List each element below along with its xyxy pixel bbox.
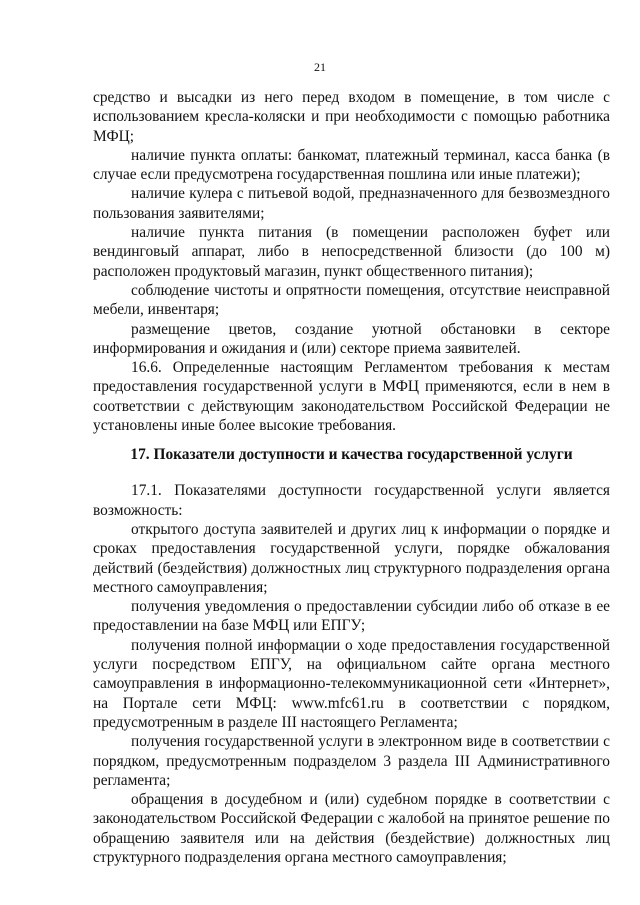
paragraph: средство и высадки из него перед входом в помещение, в том числе с использованием кресла-коляски и при необходимости с помощью работника МФЦ;	[93, 89, 610, 145]
paragraph: наличие пункта питания (в помещении расположен буфет или вендинговый аппарат, либо в непосредственной близости (до 100 м) расположен продуктовый магазин, пункт общественного питания);	[93, 224, 610, 280]
paragraph: получения полной информации о ходе предоставления государственной услуги посредством ЕПГУ, на официальном сайте органа местного самоуправления в информационно-телекоммуникационной сети «Интернет», на Портале сети МФЦ: www.mfc61.ru в соответствии с порядком, предусмотренным в разделе III настоящего Регламента;	[93, 636, 610, 731]
section-heading: 17. Показатели доступности и качества государственной услуги	[130, 446, 573, 464]
paragraph: размещение цветов, создание уютной обстановки в секторе информирования и ожидания и (или) секторе приема заявителей.	[93, 320, 610, 357]
paragraph: наличие пункта оплаты: банкомат, платежный терминал, касса банка (в случае если предусмотрена государственная пошлина или иные платежи);	[93, 146, 610, 184]
paragraph: получения уведомления о предоставлении субсидии либо об отказе в ее предоставлении на базе МФЦ или ЕПГУ;	[93, 598, 610, 635]
paragraph: соблюдение чистоты и опрятности помещения, отсутствие неисправной мебели, инвентаря;	[93, 281, 610, 319]
paragraph: 16.6. Определенные настоящим Регламентом требования к местам предоставления государственной услуги в МФЦ применяются, если в нем в соответствии с действующим законодательством Российской Федерации не установлены иные более высокие требования.	[93, 359, 610, 435]
paragraph: обращения в досудебном и (или) судебном порядке в соответствии с законодательством Российской Федерации с жалобой на принятое решение по обращению заявителя или на действия (бездействие) должностных лиц структурного подразделения органа местного самоуправления;	[93, 791, 610, 866]
paragraph: 17.1. Показателями доступности государственной услуги является возможность:	[93, 482, 610, 519]
paragraph: наличие кулера с питьевой водой, предназначенного для безвозмездного пользования заявителями;	[93, 185, 610, 222]
paragraph: получения государственной услуги в электронном виде в соответствии с порядком, предусмотренным подразделом 3 раздела III Административного регламента;	[93, 733, 610, 789]
document-body	[93, 88, 610, 867]
paragraph: открытого доступа заявителей и других лиц к информации о порядке и сроках предоставления государственной услуги, порядке обжалования действий (бездействия) должностных лиц структурного подразделения органа местного самоуправления;	[93, 520, 610, 596]
page-number: 21	[314, 60, 326, 74]
